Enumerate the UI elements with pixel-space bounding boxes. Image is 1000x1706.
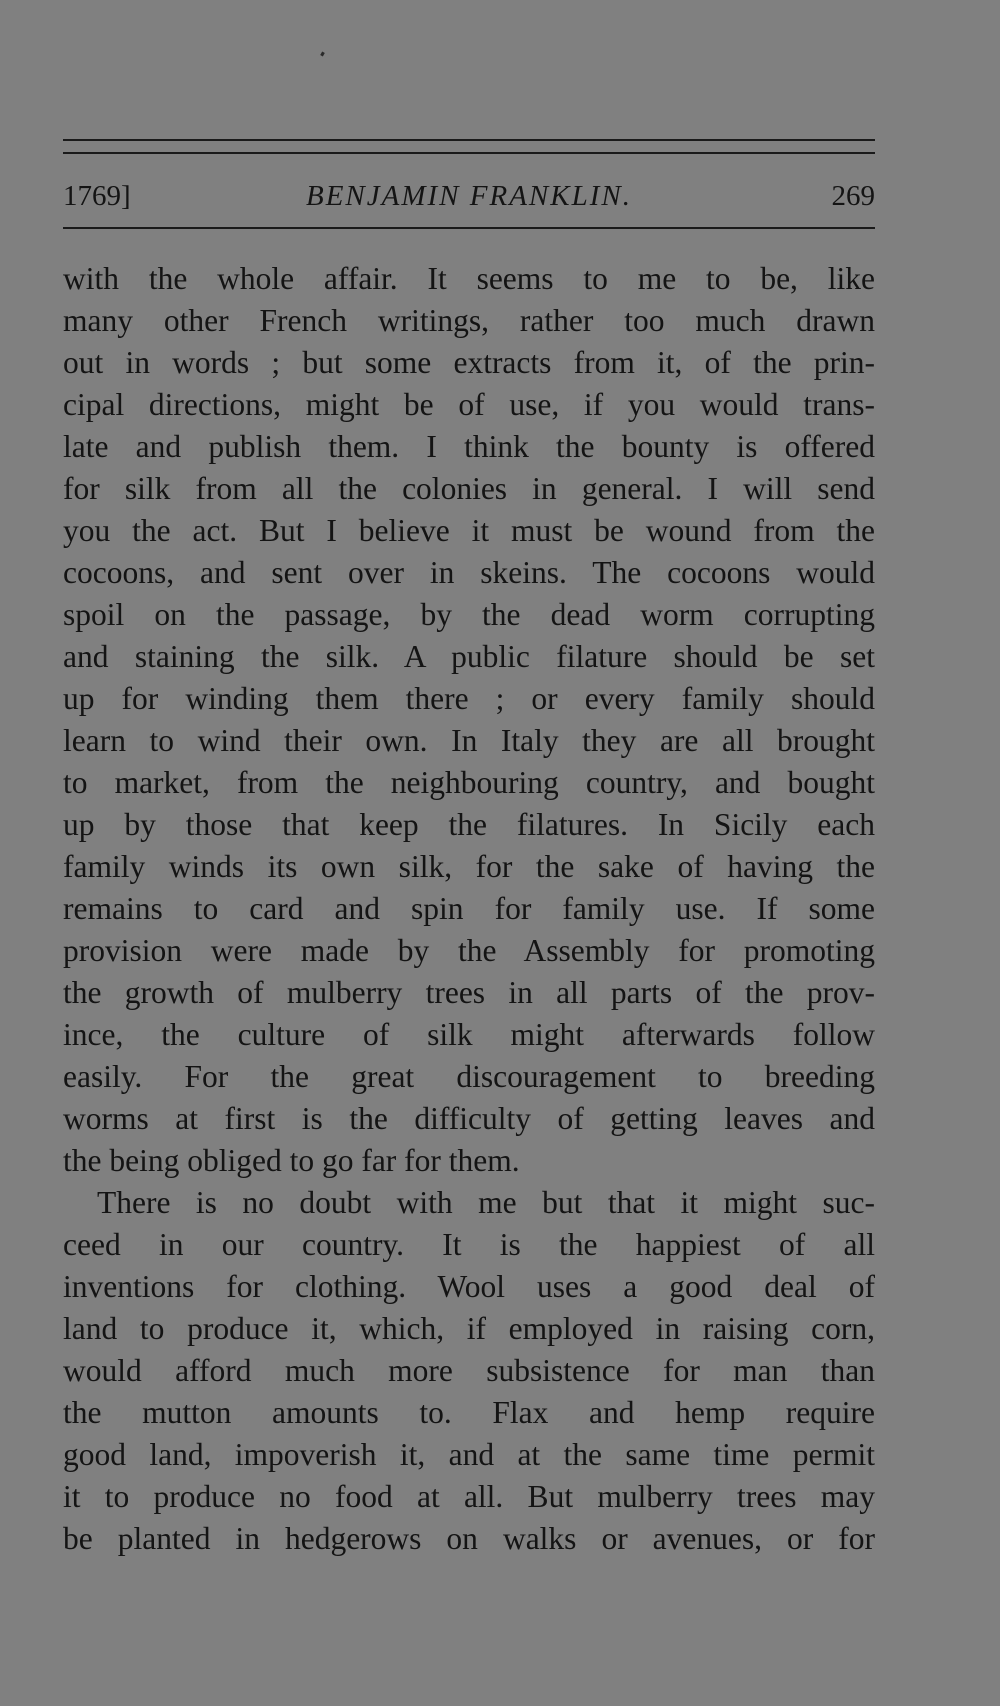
text-line: provision were made by the Assembly for promoting (63, 933, 875, 968)
text-line: ceed in our country. It is the happiest of all (63, 1227, 875, 1262)
text-line: easily. For the great discouragement to breeding (63, 1059, 875, 1094)
text-line: the growth of mulberry trees in all parts of the prov- (63, 975, 875, 1010)
header-rule (63, 227, 875, 229)
text-line: up for winding them there ; or every family should (63, 681, 875, 716)
running-head-year: 1769] (63, 180, 131, 212)
text-line: remains to card and spin for family use. If some (63, 891, 875, 926)
text-line: cocoons, and sent over in skeins. The cocoons would (63, 555, 875, 590)
text-line: out in words ; but some extracts from it, of the prin- (63, 345, 875, 380)
text-line: family winds its own silk, for the sake of having the (63, 849, 875, 884)
top-rule-lower (63, 152, 875, 154)
text-line: you the act. But I believe it must be wound from the (63, 513, 875, 548)
page-number: 269 (831, 180, 875, 212)
text-line: and staining the silk. A public filature should be set (63, 639, 875, 674)
text-line: late and publish them. I think the bounty is offered (63, 429, 875, 464)
text-line: with the whole affair. It seems to me to be, like (63, 261, 875, 296)
text-line: learn to wind their own. In Italy they are all brought (63, 723, 875, 758)
text-line: many other French writings, rather too much drawn (63, 303, 875, 338)
text-line: spoil on the passage, by the dead worm corrupting (63, 597, 875, 632)
running-head-title: BENJAMIN FRANKLIN. (306, 180, 632, 212)
paragraph (63, 1182, 875, 1560)
stray-ink-mark (320, 52, 325, 57)
text-line: worms at first is the difficulty of getting leaves and (63, 1101, 875, 1136)
text-line: good land, impoverish it, and at the same time permit (63, 1437, 875, 1472)
text-line: the mutton amounts to. Flax and hemp require (63, 1395, 875, 1430)
text-line: up by those that keep the filatures. In Sicily each (63, 807, 875, 842)
text-line: to market, from the neighbouring country, and bought (63, 765, 875, 800)
text-line: land to produce it, which, if employed in raising corn, (63, 1311, 875, 1346)
text-line: would afford much more subsistence for man than (63, 1353, 875, 1388)
top-rule-upper (63, 139, 875, 141)
running-head (63, 176, 875, 216)
text-line: the being obliged to go far for them. (63, 1143, 520, 1178)
body-text (63, 258, 875, 1560)
book-page (63, 0, 875, 1706)
text-line: ince, the culture of silk might afterwards follow (63, 1017, 875, 1052)
text-line: be planted in hedgerows on walks or avenues, or for (63, 1521, 875, 1556)
text-line: There is no doubt with me but that it might suc- (97, 1185, 875, 1220)
paragraph (63, 258, 875, 1182)
text-line: cipal directions, might be of use, if you would trans- (63, 387, 875, 422)
text-line: inventions for clothing. Wool uses a good deal of (63, 1269, 875, 1304)
text-line: for silk from all the colonies in general. I will send (63, 471, 875, 506)
text-line: it to produce no food at all. But mulberry trees may (63, 1479, 875, 1514)
